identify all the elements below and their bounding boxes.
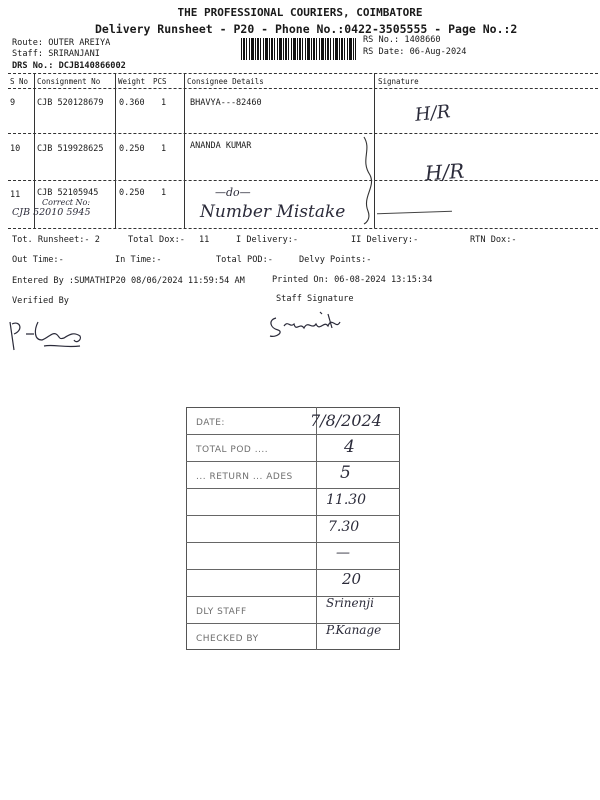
stamp-rule — [186, 569, 400, 570]
col-signature: Signature — [378, 77, 419, 86]
ii-delivery: II Delivery:- — [351, 235, 419, 245]
total-dox-value: 11 — [199, 235, 210, 245]
stamp-value: 5 — [340, 463, 351, 483]
company-name: THE PROFESSIONAL COURIERS, COIMBATORE — [177, 6, 423, 19]
verified-by-label: Verified By — [12, 296, 69, 306]
corrected-consignment: CJB 52010 5945 — [12, 207, 91, 218]
column-divider — [34, 73, 35, 228]
stamp-rule — [186, 542, 400, 543]
remark-number-mistake: Number Mistake — [200, 202, 346, 222]
i-delivery: I Delivery:- — [236, 235, 299, 245]
stamp-label: ... RETURN ... ADES — [196, 472, 293, 482]
rtn-dox: RTN Dox:- — [470, 235, 517, 245]
staff-signature — [266, 306, 356, 341]
stamp-rule — [186, 434, 400, 435]
delvy-points: Delvy Points:- — [299, 255, 372, 265]
col-consignment: Consignment No — [37, 77, 101, 86]
stamp-rule — [186, 461, 400, 462]
runsheet-title: Delivery Runsheet - P20 - Phone No.:0422-3505555 - Page No.:2 — [95, 22, 518, 36]
stamp-rule — [186, 515, 400, 516]
row-rule — [8, 133, 598, 134]
in-time: In Time:- — [115, 255, 162, 265]
stamp-label-date: DATE: — [196, 418, 225, 428]
stamp-value-date: 7/8/2024 — [310, 411, 382, 430]
row-pcs: 1 — [161, 98, 167, 108]
verifier-signature — [4, 310, 94, 355]
row-consignment: CJB 52105945 — [37, 188, 99, 198]
stamp-label: TOTAL POD .... — [196, 445, 269, 455]
ditto-note: —do— — [215, 186, 251, 199]
route-label: Route: OUTER AREIYA — [12, 38, 111, 48]
out-time: Out Time:- — [12, 255, 64, 265]
stamp-value: — — [336, 545, 350, 561]
row-sno: 9 — [10, 98, 16, 108]
row-sno: 10 — [10, 144, 21, 154]
column-divider — [184, 73, 185, 228]
row-weight: 0.250 — [119, 188, 145, 198]
barcode — [241, 38, 356, 60]
entered-by: Entered By :SUMATHIP20 08/06/2024 11:59:54 AM — [12, 276, 245, 286]
row-consignment: CJB 519928625 — [37, 144, 104, 154]
stamp-value: 7.30 — [328, 519, 360, 535]
row-consignee: ANANDA KUMAR — [190, 141, 252, 151]
table-top-rule — [8, 73, 598, 74]
bracket-scribble — [358, 135, 378, 225]
row-weight: 0.250 — [119, 144, 145, 154]
col-sno: S No — [10, 77, 29, 86]
row-rule — [8, 180, 598, 181]
col-consignee: Consignee Details — [187, 77, 264, 86]
stamp-value: 20 — [342, 570, 362, 588]
remark-underline — [377, 211, 452, 215]
stamp-value: 11.30 — [326, 492, 367, 508]
stamp-rule — [186, 488, 400, 489]
stamp-value-checked-by: P.Kanage — [326, 623, 382, 637]
col-weight: Weight — [118, 77, 146, 86]
stamp-value-dly-staff: Srinenji — [326, 596, 374, 610]
correction-label: Correct No: — [42, 198, 91, 207]
row-pcs: 1 — [161, 188, 167, 198]
stamp-label-checked-by: CHECKED BY — [196, 634, 259, 644]
row-weight: 0.360 — [119, 98, 145, 108]
header-rule — [8, 88, 598, 89]
col-pcs: PCS — [153, 77, 167, 86]
row-sno: 11 — [10, 190, 21, 200]
stamp-label-dly-staff: DLY STAFF — [196, 607, 247, 617]
stamp-divider — [316, 407, 317, 650]
rs-date: RS Date: 06-Aug-2024 — [363, 47, 467, 57]
staff-signature-label: Staff Signature — [276, 294, 354, 304]
row-pcs: 1 — [161, 144, 167, 154]
printed-on: Printed On: 06-08-2024 13:15:34 — [272, 275, 433, 285]
table-bottom-rule — [8, 228, 598, 229]
stamp-value: 4 — [344, 437, 355, 457]
tot-runsheet: Tot. Runsheet:- 2 — [12, 235, 100, 245]
row-consignment: CJB 520128679 — [37, 98, 104, 108]
row-handwritten-sign: H/R — [424, 158, 466, 186]
column-divider — [115, 73, 116, 228]
drs-number: DRS No.: DCJB140866002 — [12, 61, 126, 71]
staff-label: Staff: SRIRANJANI — [12, 49, 100, 59]
total-dox-label: Total Dox:- — [128, 235, 185, 245]
total-pod: Total POD:- — [216, 255, 273, 265]
row-consignee: BHAVYA---82460 — [190, 98, 262, 108]
delivery-stamp — [186, 407, 400, 650]
row-handwritten-sign: H/R — [413, 101, 452, 126]
rs-number: RS No.: 1408660 — [363, 35, 441, 45]
